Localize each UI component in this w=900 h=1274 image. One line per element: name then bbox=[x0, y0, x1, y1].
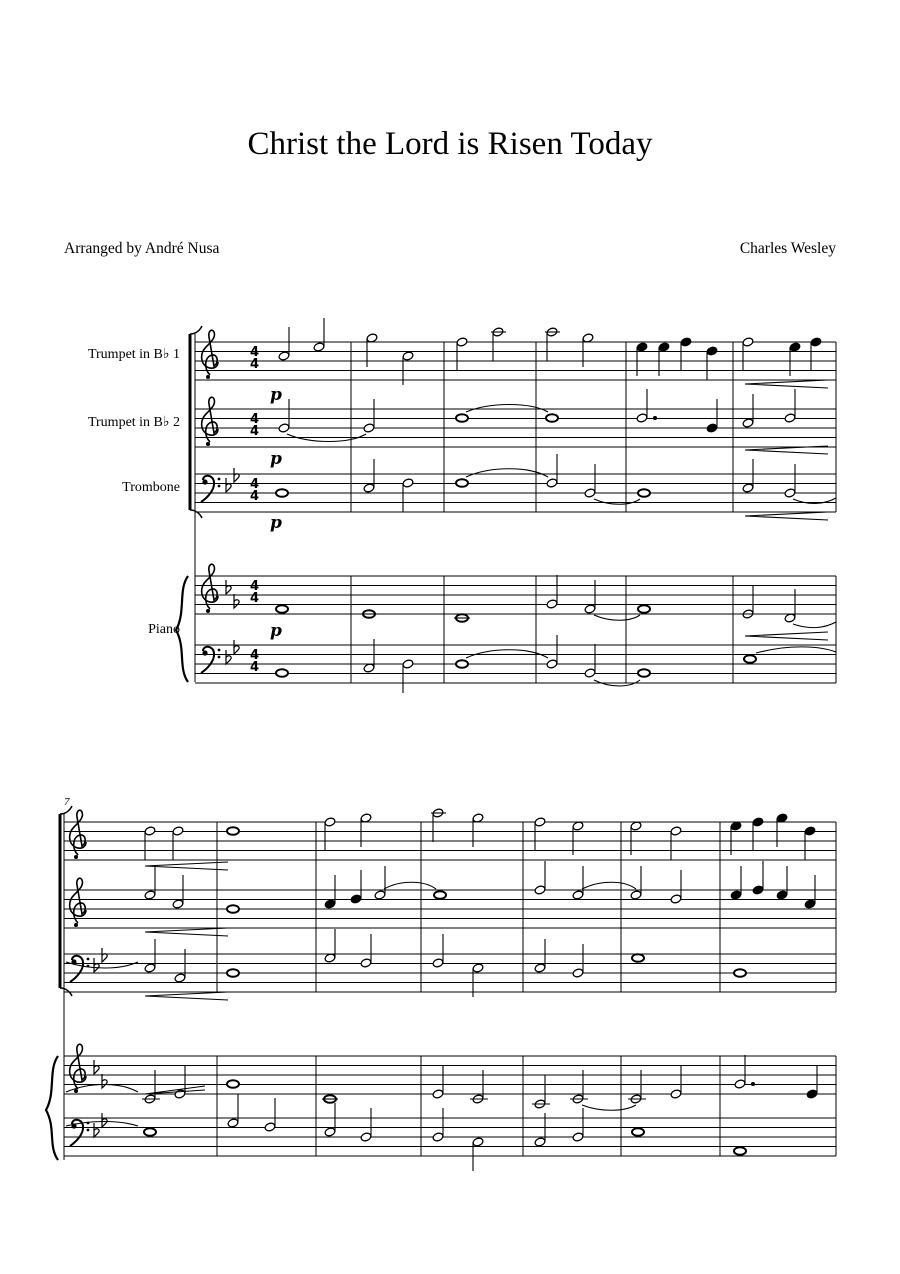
system-1 bbox=[176, 318, 836, 693]
system-2 bbox=[46, 796, 836, 1171]
dynamic-marking: p bbox=[270, 449, 282, 469]
measure-number: 7 bbox=[64, 796, 70, 808]
instrument-label-trombone: Trombone bbox=[122, 480, 180, 495]
instrument-label-trumpet-2: Trumpet in B♭ 2 bbox=[87, 415, 180, 430]
composer-credit: Charles Wesley bbox=[739, 240, 836, 257]
dynamic-marking: p bbox=[270, 621, 282, 641]
arranger-credit: Arranged by André Nusa bbox=[64, 240, 220, 257]
dynamic-marking: p bbox=[270, 385, 282, 405]
score-title: Christ the Lord is Risen Today bbox=[247, 126, 653, 162]
instrument-label-piano: Piano bbox=[148, 622, 180, 637]
music-notation: 4 p p p p 7 bbox=[0, 0, 900, 1274]
instrument-label-trumpet-1: Trumpet in B♭ 1 bbox=[87, 347, 180, 362]
dynamic-marking: p bbox=[270, 513, 282, 533]
